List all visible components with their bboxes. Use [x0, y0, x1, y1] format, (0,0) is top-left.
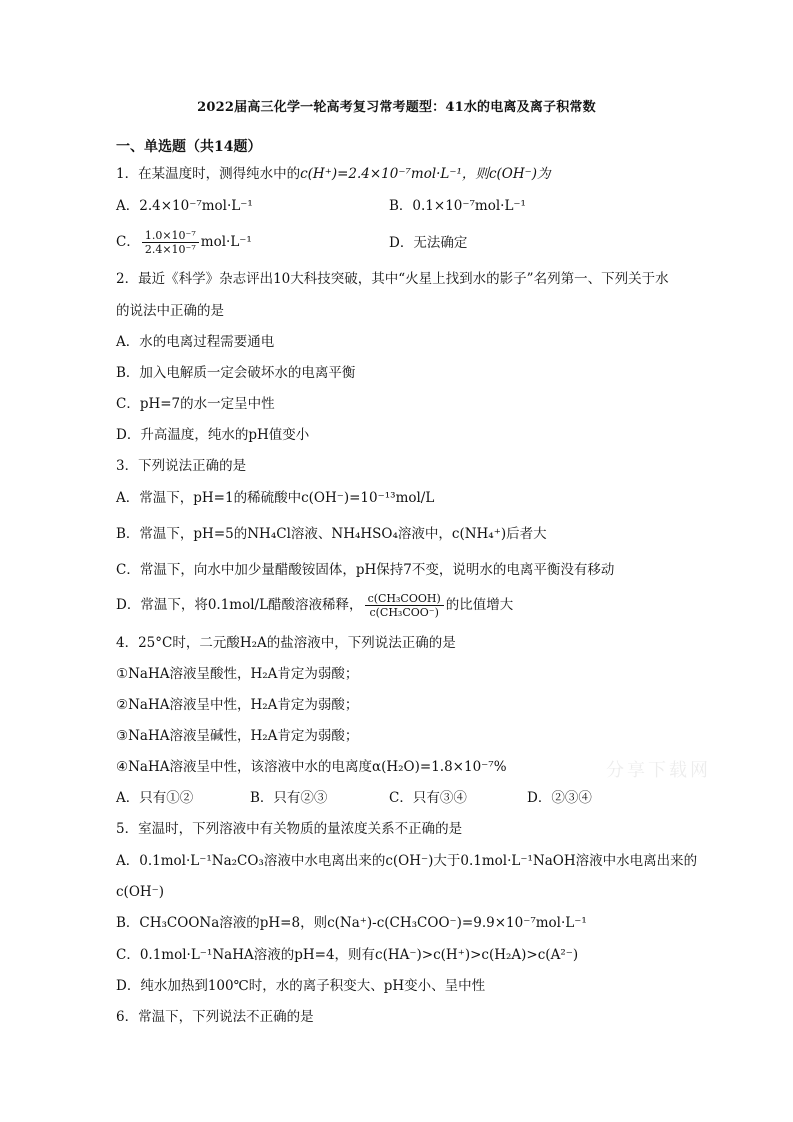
question-5-stem: 5．室温时，下列溶液中有关物质的量浓度关系不正确的是 [116, 821, 463, 837]
question-4-statement-4: ④NaHA溶液呈中性，该溶液中水的电离度α(H₂O)=1.8×10⁻⁷% [116, 759, 507, 775]
question-2-option-a[interactable]: A．水的电离过程需要通电 [116, 334, 275, 350]
question-4-option-b[interactable]: B．只有②③ [250, 790, 328, 806]
question-3-option-a[interactable]: A．常温下，pH=1的稀硫酸中c(OH⁻)=10⁻¹³mol/L [116, 490, 435, 506]
question-1-option-c[interactable]: C． $\frac{\text{1.0×10⁻⁷}}{\text{2.4×10⁻⁷}}$ mol·L⁻¹ [116, 229, 252, 256]
question-3-option-b[interactable]: B．常温下，pH=5的NH₄Cl溶液、NH₄HSO₄溶液中，c(NH₄⁺)后者大 [116, 526, 547, 542]
question-3-option-d[interactable]: D．常温下，将0.1mol/L醋酸溶液稀释， $\frac{\text{c(CH₃COOH)}}{\text{c(CH₃COO⁻)}}$ 的比值增大 [116, 592, 514, 619]
question-3-stem: 3．下列说法正确的是 [116, 458, 247, 474]
question-2-option-d[interactable]: D．升高温度，纯水的pH值变小 [116, 427, 310, 443]
page-title: 2022届高三化学一轮高考复习常考题型：41水的电离及离子积常数 [197, 100, 596, 115]
fraction: $\frac{\text{1.0×10⁻⁷}}{\text{2.4×10⁻⁷}}$ [142, 229, 199, 256]
question-5-option-c[interactable]: C．0.1mol·L⁻¹NaHA溶液的pH=4，则有c(HA⁻)>c(H⁺)>c(H₂A)>c(A²⁻) [116, 947, 579, 963]
question-4-statement-2: ②NaHA溶液呈中性，H₂A肯定为弱酸； [116, 697, 359, 713]
question-5-option-b[interactable]: B．CH₃COONa溶液的pH=8，则c(Na⁺)-c(CH₃COO⁻)=9.9×10⁻⁷mol·L⁻¹ [116, 915, 587, 931]
question-4-option-d[interactable]: D．②③④ [527, 790, 592, 806]
question-1-option-d[interactable]: D．无法确定 [389, 235, 468, 251]
question-2-stem-line-1: 2．最近《科学》杂志评出10大科技突破，其中“火星上找到水的影子”名列第一、下列关于水 [116, 271, 669, 287]
fraction: $\frac{\text{c(CH₃COOH)}}{\text{c(CH₃COO⁻)}}$ [365, 592, 444, 619]
question-4-stem: 4．25°C时，二元酸H₂A的盐溶液中，下列说法正确的是 [116, 635, 456, 651]
question-3-option-c[interactable]: C．常温下，向水中加少量醋酸铵固体，pH保持7不变，说明水的电离平衡没有移动 [116, 562, 615, 578]
question-1-option-a[interactable]: A．2.4×10⁻⁷mol·L⁻¹ [116, 198, 253, 214]
question-1-option-b[interactable]: B．0.1×10⁻⁷mol·L⁻¹ [389, 198, 526, 214]
watermark: 分享下载网 [606, 760, 711, 781]
section-heading: 一、单选题（共14题） [116, 139, 262, 155]
question-4-option-c[interactable]: C．只有③④ [389, 790, 467, 806]
question-4-option-a[interactable]: A．只有①② [116, 790, 194, 806]
question-2-option-b[interactable]: B．加入电解质一定会破坏水的电离平衡 [116, 365, 356, 381]
question-6-stem: 6．常温下，下列说法不正确的是 [116, 1009, 314, 1025]
question-4-statement-3: ③NaHA溶液呈碱性，H₂A肯定为弱酸； [116, 728, 359, 744]
question-2-stem-line-2: 的说法中正确的是 [116, 303, 224, 319]
question-2-option-c[interactable]: C．pH=7的水一定呈中性 [116, 396, 275, 412]
question-5-option-a[interactable]: A．0.1mol·L⁻¹Na₂CO₃溶液中水电离出来的c(OH⁻)大于0.1mol·L⁻¹NaOH溶液中水电离出来的 [116, 853, 698, 869]
question-4-statement-1: ①NaHA溶液呈酸性，H₂A肯定为弱酸； [116, 666, 359, 682]
question-5-option-d[interactable]: D．纯水加热到100℃时，水的离子积变大、pH变小、呈中性 [116, 978, 486, 994]
question-1-stem: 1．在某温度时，测得纯水中的c(H⁺)=2.4×10⁻⁷mol·L⁻¹，则c(OH⁻)为 [116, 166, 551, 182]
question-5-option-a-continued: c(OH⁻) [116, 884, 165, 900]
